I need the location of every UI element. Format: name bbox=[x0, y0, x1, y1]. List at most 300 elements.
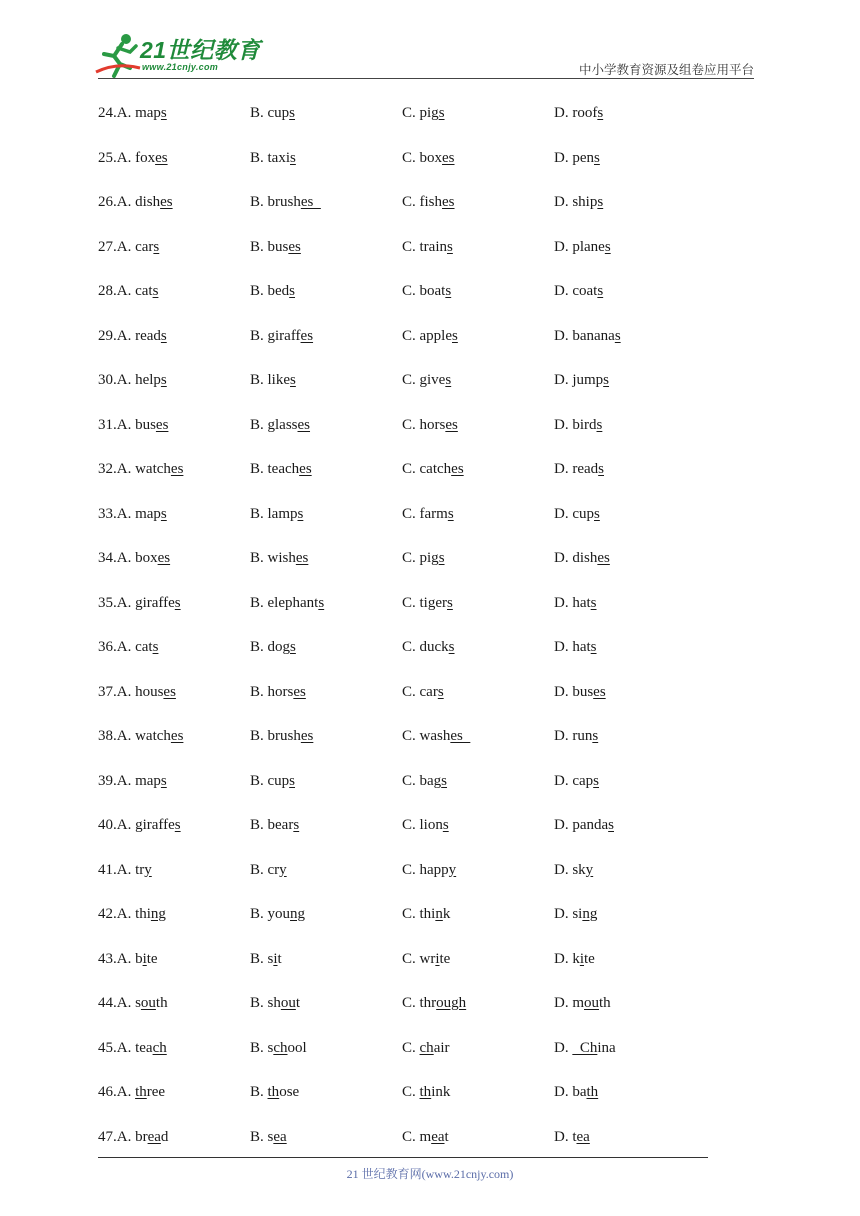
underlined-letters: y bbox=[448, 861, 457, 878]
underlined-letters: s bbox=[297, 505, 304, 522]
option-text: D. ba bbox=[554, 1084, 587, 1100]
underlined-letters: s bbox=[438, 550, 445, 566]
underlined-letters: ou bbox=[280, 995, 296, 1011]
option-text: B. cr bbox=[250, 861, 280, 878]
option-text: A. bbox=[116, 1084, 136, 1100]
underlined-letters: s bbox=[318, 594, 325, 611]
option-text: D. t bbox=[554, 1128, 577, 1145]
underlined-letters: s bbox=[604, 238, 611, 255]
option-text-suffix: te bbox=[439, 950, 451, 967]
underlined-letters: s bbox=[437, 683, 444, 700]
option-b bbox=[250, 723, 313, 749]
underlined-letters: s bbox=[160, 105, 167, 121]
underlined-letters: s bbox=[593, 772, 599, 789]
question-row bbox=[98, 234, 718, 279]
underlined-letters: ch bbox=[152, 1039, 167, 1056]
footer-text: 21 世纪教育网(www.21cnjy.com) bbox=[346, 1167, 514, 1181]
option-d bbox=[554, 812, 614, 838]
option-c bbox=[402, 412, 458, 438]
option-text: C. wash bbox=[402, 728, 451, 744]
underlined-letters: ea bbox=[431, 1128, 445, 1145]
option-text: D. bbox=[554, 1039, 573, 1056]
option-text: C. box bbox=[402, 149, 443, 166]
question-number: 38. bbox=[98, 728, 117, 744]
option-c bbox=[402, 501, 454, 527]
option-d bbox=[554, 145, 600, 171]
option-text-suffix: t bbox=[295, 995, 301, 1011]
underlined-letters: ch bbox=[273, 1039, 288, 1056]
question-number: 33. bbox=[98, 505, 117, 522]
question-row bbox=[98, 1079, 718, 1124]
underlined-letters: y bbox=[585, 861, 594, 878]
option-a bbox=[98, 590, 181, 616]
option-text: C. happ bbox=[402, 861, 449, 878]
underlined-letters: s bbox=[293, 817, 300, 833]
option-b bbox=[250, 901, 305, 927]
option-text: C. boat bbox=[402, 283, 446, 299]
underlined-letters: s bbox=[596, 416, 603, 433]
option-a bbox=[98, 145, 168, 171]
option-b bbox=[250, 634, 296, 660]
header-divider bbox=[98, 78, 754, 79]
question-number: 37. bbox=[98, 683, 117, 700]
option-a bbox=[98, 234, 159, 260]
option-d bbox=[554, 901, 597, 927]
option-a bbox=[98, 901, 166, 927]
underlined-letters: s bbox=[160, 372, 167, 388]
option-a bbox=[98, 1079, 165, 1105]
question-number: 44. bbox=[98, 995, 117, 1011]
option-c bbox=[402, 1035, 450, 1061]
option-text: B. elephant bbox=[250, 594, 319, 611]
option-a bbox=[98, 412, 168, 438]
underlined-letters: ea bbox=[576, 1128, 590, 1145]
underlined-letters: i bbox=[579, 950, 585, 967]
underlined-letters: s bbox=[448, 639, 455, 655]
underlined-letters: s bbox=[289, 105, 296, 121]
option-a bbox=[98, 456, 183, 482]
question-number: 43. bbox=[98, 950, 117, 967]
underlined-letters: es bbox=[170, 728, 184, 744]
underlined-letters: s bbox=[598, 461, 604, 477]
option-text: B. cup bbox=[250, 105, 290, 121]
option-d bbox=[554, 367, 609, 393]
option-text: A. b bbox=[116, 950, 143, 967]
option-text: B. s bbox=[250, 1039, 274, 1056]
option-b bbox=[250, 679, 306, 705]
option-text: B. you bbox=[250, 906, 291, 922]
option-text: B. bus bbox=[250, 238, 289, 255]
underlined-letters: es bbox=[445, 416, 458, 433]
option-c bbox=[402, 946, 450, 972]
underlined-letters: ough bbox=[436, 995, 467, 1011]
option-text: D. jump bbox=[554, 372, 604, 388]
option-text: B. wish bbox=[250, 550, 296, 566]
option-text: B. sh bbox=[250, 995, 281, 1011]
option-text: C. catch bbox=[402, 461, 452, 477]
underlined-letters: ou bbox=[140, 995, 156, 1011]
question-row bbox=[98, 634, 718, 679]
option-b bbox=[250, 501, 303, 527]
option-text: A. cat bbox=[116, 283, 153, 299]
option-text: D. plane bbox=[554, 238, 605, 255]
question-row bbox=[98, 990, 718, 1035]
option-text: C. fish bbox=[402, 194, 443, 210]
option-text-suffix: t bbox=[444, 1128, 449, 1145]
underlined-letters: s bbox=[174, 594, 181, 611]
question-row bbox=[98, 323, 718, 368]
underlined-letters: i bbox=[435, 950, 440, 967]
option-text: C. tiger bbox=[402, 594, 447, 611]
option-c bbox=[402, 990, 466, 1016]
question-list bbox=[98, 100, 718, 1168]
underlined-letters: es bbox=[300, 327, 314, 344]
option-b bbox=[250, 545, 308, 571]
underlined-letters: es bbox=[155, 416, 169, 433]
option-b bbox=[250, 1079, 299, 1105]
option-d bbox=[554, 857, 593, 883]
underlined-letters: es bbox=[170, 461, 184, 477]
option-text-suffix: ink bbox=[431, 1084, 451, 1100]
option-d bbox=[554, 1124, 590, 1150]
underlined-letters: s bbox=[597, 105, 604, 121]
option-text-suffix: t bbox=[277, 950, 282, 967]
question-row bbox=[98, 189, 718, 234]
underlined-letters: i bbox=[142, 950, 147, 967]
option-c bbox=[402, 189, 455, 215]
option-c bbox=[402, 100, 445, 126]
question-number: 35. bbox=[98, 594, 117, 611]
option-a bbox=[98, 367, 167, 393]
runner-logo-icon bbox=[92, 32, 142, 78]
underlined-letters: s bbox=[152, 283, 159, 299]
underlined-letters: th bbox=[586, 1084, 599, 1100]
underlined-letters: ea bbox=[147, 1128, 161, 1145]
question-number: 46. bbox=[98, 1084, 117, 1100]
underlined-letters: es bbox=[297, 416, 311, 433]
option-d bbox=[554, 1035, 616, 1061]
option-text: A. bus bbox=[116, 416, 156, 433]
option-text: A. box bbox=[116, 550, 158, 566]
option-text: D. m bbox=[554, 995, 584, 1011]
option-text: B. bear bbox=[250, 817, 294, 833]
option-text: B. lamp bbox=[250, 505, 298, 522]
underlined-letters: s bbox=[603, 372, 610, 388]
option-text: C. hors bbox=[402, 416, 446, 433]
option-text: B. bed bbox=[250, 283, 290, 299]
underlined-letters: es bbox=[155, 149, 168, 166]
option-text: D. k bbox=[554, 950, 580, 967]
option-a bbox=[98, 1035, 167, 1061]
option-text: C. thi bbox=[402, 906, 436, 922]
option-text: D. read bbox=[554, 461, 599, 477]
underlined-letters: es bbox=[157, 550, 171, 566]
option-a bbox=[98, 946, 158, 972]
option-a bbox=[98, 857, 152, 883]
question-number: 30. bbox=[98, 372, 117, 388]
option-text: B. bbox=[250, 1084, 268, 1100]
underlined-letters: s bbox=[590, 639, 597, 655]
option-text: B. taxi bbox=[250, 149, 290, 166]
option-c bbox=[402, 857, 456, 883]
option-c bbox=[402, 323, 458, 349]
option-text-suffix: ree bbox=[146, 1084, 166, 1100]
option-text: D. cap bbox=[554, 772, 594, 789]
option-a bbox=[98, 323, 167, 349]
option-text-suffix: te bbox=[584, 950, 595, 967]
question-row bbox=[98, 679, 718, 724]
option-d bbox=[554, 723, 598, 749]
option-text: D. sk bbox=[554, 861, 586, 878]
option-text: B. teach bbox=[250, 461, 300, 477]
option-c bbox=[402, 634, 455, 660]
underlined-letters: s bbox=[160, 772, 167, 789]
option-text-suffix: k bbox=[442, 906, 451, 922]
option-b bbox=[250, 812, 299, 838]
option-text: D. coat bbox=[554, 283, 598, 299]
option-c bbox=[402, 145, 455, 171]
question-row bbox=[98, 768, 718, 813]
question-row bbox=[98, 367, 718, 412]
option-a bbox=[98, 679, 176, 705]
option-text: D. cup bbox=[554, 505, 594, 522]
underlined-letters: ea bbox=[273, 1128, 287, 1145]
option-a bbox=[98, 501, 167, 527]
option-b bbox=[250, 768, 295, 794]
option-d bbox=[554, 946, 595, 972]
option-text: C. apple bbox=[402, 327, 452, 344]
question-row bbox=[98, 723, 718, 768]
question-number: 24. bbox=[98, 105, 117, 121]
option-text: D. dish bbox=[554, 550, 598, 566]
underlined-letters: es bbox=[593, 683, 606, 700]
question-row bbox=[98, 412, 718, 457]
option-d bbox=[554, 634, 597, 660]
option-c bbox=[402, 590, 453, 616]
underlined-letters: s bbox=[290, 372, 296, 388]
question-row bbox=[98, 100, 718, 145]
option-text: A. watch bbox=[116, 728, 171, 744]
underlined-letters: ng bbox=[582, 906, 598, 922]
question-number: 41. bbox=[98, 861, 117, 878]
option-b bbox=[250, 946, 282, 972]
underlined-letters: s bbox=[594, 505, 600, 522]
option-text-suffix: ose bbox=[279, 1084, 300, 1100]
option-d bbox=[554, 412, 602, 438]
underlined-letters: es bbox=[299, 461, 312, 477]
underlined-letters: s bbox=[160, 505, 167, 522]
option-text: B. like bbox=[250, 372, 290, 388]
underlined-letters: y bbox=[279, 861, 287, 878]
question-row bbox=[98, 1124, 718, 1169]
option-d bbox=[554, 590, 597, 616]
option-text: C. bag bbox=[402, 772, 442, 789]
option-text: C. car bbox=[402, 683, 438, 700]
option-b bbox=[250, 323, 313, 349]
option-c bbox=[402, 901, 450, 927]
option-b bbox=[250, 590, 324, 616]
question-row bbox=[98, 545, 718, 590]
option-a bbox=[98, 278, 158, 304]
underlined-letters: es bbox=[293, 683, 306, 700]
question-number: 47. bbox=[98, 1128, 117, 1145]
option-a bbox=[98, 768, 167, 794]
option-b bbox=[250, 234, 301, 260]
option-text: A. tr bbox=[116, 861, 145, 878]
underlined-letters: th bbox=[267, 1084, 280, 1100]
option-text-suffix: th bbox=[599, 995, 611, 1011]
underlined-letters: s bbox=[442, 817, 449, 833]
underlined-letters: s bbox=[289, 772, 296, 789]
option-a bbox=[98, 812, 181, 838]
underlined-letters: es bbox=[597, 550, 610, 566]
option-c bbox=[402, 278, 451, 304]
option-text: A. giraffe bbox=[116, 594, 175, 611]
option-d bbox=[554, 679, 606, 705]
underlined-letters: th bbox=[135, 1084, 147, 1100]
underlined-letters: es bbox=[288, 238, 301, 255]
underlined-letters: s bbox=[153, 238, 160, 255]
underlined-letters: ng bbox=[150, 906, 166, 922]
option-text: D. si bbox=[554, 906, 583, 922]
question-row bbox=[98, 145, 718, 190]
footer-divider bbox=[98, 1157, 708, 1158]
option-d bbox=[554, 1079, 598, 1105]
option-c bbox=[402, 679, 444, 705]
question-row bbox=[98, 901, 718, 946]
option-text: A. s bbox=[116, 995, 141, 1011]
underlined-letters: s bbox=[590, 594, 597, 611]
question-number: 27. bbox=[98, 238, 117, 255]
option-text-suffix: te bbox=[146, 950, 158, 967]
option-c bbox=[402, 234, 453, 260]
question-row bbox=[98, 456, 718, 501]
underlined-letters: s bbox=[594, 149, 600, 166]
option-d bbox=[554, 545, 610, 571]
question-number: 31. bbox=[98, 416, 117, 433]
option-text: C. bbox=[402, 1039, 420, 1056]
option-text: B. giraff bbox=[250, 327, 301, 344]
underlined-letters: s bbox=[452, 327, 458, 344]
option-a bbox=[98, 1124, 168, 1150]
underlined-letters: s bbox=[290, 149, 296, 166]
underlined-letters: Ch bbox=[572, 1039, 598, 1056]
option-text: D. banana bbox=[554, 327, 615, 344]
option-c bbox=[402, 723, 470, 749]
option-text: C. bbox=[402, 1084, 420, 1100]
question-row bbox=[98, 501, 718, 546]
option-text: D. pen bbox=[554, 149, 594, 166]
underlined-letters: s bbox=[441, 772, 448, 789]
option-text: A. hous bbox=[116, 683, 164, 700]
option-a bbox=[98, 189, 173, 215]
option-text: A. cat bbox=[116, 639, 153, 655]
option-text: A. tea bbox=[116, 1039, 153, 1056]
option-text-suffix: th bbox=[155, 995, 168, 1011]
underlined-letters: es bbox=[451, 461, 464, 477]
option-text: B. brush bbox=[250, 194, 301, 210]
option-b bbox=[250, 1035, 307, 1061]
option-text: A. car bbox=[116, 238, 154, 255]
question-row bbox=[98, 278, 718, 323]
option-text: A. map bbox=[116, 105, 161, 121]
option-text: B. s bbox=[250, 950, 274, 967]
option-text-suffix: ina bbox=[597, 1039, 616, 1056]
question-row bbox=[98, 857, 718, 902]
option-text: D. roof bbox=[554, 105, 598, 121]
option-d bbox=[554, 456, 604, 482]
option-text: C. duck bbox=[402, 639, 449, 655]
option-text-suffix: d bbox=[160, 1128, 169, 1145]
underlined-letters: ch bbox=[419, 1039, 434, 1056]
underlined-letters: s bbox=[447, 238, 453, 255]
option-c bbox=[402, 456, 464, 482]
option-b bbox=[250, 100, 295, 126]
option-a bbox=[98, 634, 158, 660]
option-d bbox=[554, 768, 599, 794]
underlined-letters: i bbox=[273, 950, 278, 967]
option-a bbox=[98, 545, 170, 571]
option-text: A. dish bbox=[116, 194, 161, 210]
option-text: A. br bbox=[116, 1128, 148, 1145]
option-text: A. watch bbox=[116, 461, 171, 477]
underlined-letters: s bbox=[174, 817, 181, 833]
question-row bbox=[98, 946, 718, 991]
option-b bbox=[250, 367, 296, 393]
option-text: D. bus bbox=[554, 683, 594, 700]
question-number: 40. bbox=[98, 817, 117, 833]
option-text: B. brush bbox=[250, 728, 301, 744]
option-c bbox=[402, 812, 449, 838]
option-c bbox=[402, 367, 451, 393]
option-text: D. ship bbox=[554, 194, 598, 210]
underlined-letters: s bbox=[290, 639, 296, 655]
option-text: C. thr bbox=[402, 995, 437, 1011]
logo-title: 21世纪教育 bbox=[140, 37, 261, 63]
option-d bbox=[554, 501, 600, 527]
underlined-letters: es bbox=[450, 728, 471, 744]
underlined-letters: es bbox=[295, 550, 309, 566]
underlined-letters: n bbox=[435, 906, 443, 922]
option-text: B. dog bbox=[250, 639, 291, 655]
option-text: C. pig bbox=[402, 105, 439, 121]
underlined-letters: s bbox=[592, 728, 599, 744]
logo-url: www.21cnjy.com bbox=[142, 62, 219, 72]
option-a bbox=[98, 990, 168, 1016]
option-b bbox=[250, 990, 300, 1016]
question-number: 45. bbox=[98, 1039, 117, 1056]
option-text: C. give bbox=[402, 372, 446, 388]
option-d bbox=[554, 323, 621, 349]
option-text: C. pig bbox=[402, 550, 439, 566]
question-number: 42. bbox=[98, 906, 117, 922]
underlined-letters: es bbox=[300, 194, 321, 210]
option-text: D. bird bbox=[554, 416, 597, 433]
option-b bbox=[250, 145, 296, 171]
option-d bbox=[554, 278, 603, 304]
question-number: 32. bbox=[98, 461, 117, 477]
question-row bbox=[98, 812, 718, 857]
underlined-letters: s bbox=[608, 817, 614, 833]
underlined-letters: s bbox=[445, 372, 452, 388]
question-number: 28. bbox=[98, 283, 117, 299]
option-text-suffix: ool bbox=[287, 1039, 307, 1056]
option-b bbox=[250, 1124, 287, 1150]
option-d bbox=[554, 100, 603, 126]
site-logo bbox=[92, 32, 272, 78]
option-c bbox=[402, 1079, 450, 1105]
question-number: 26. bbox=[98, 194, 117, 210]
